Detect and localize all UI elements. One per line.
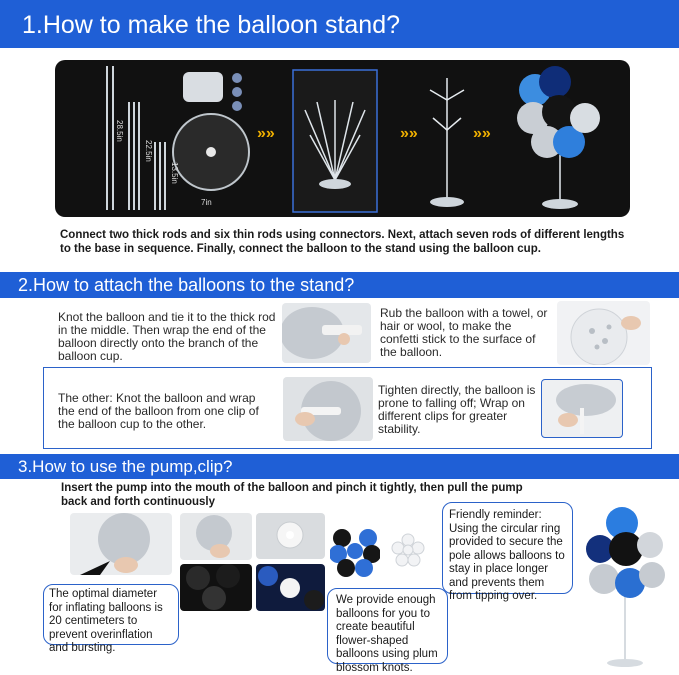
arrow-1: »» (257, 125, 275, 142)
section-2-title: 2.How to attach the balloons to the stand? (18, 275, 355, 295)
finished-balloon-stand (517, 66, 600, 209)
finished-stand-photo (580, 503, 670, 668)
attach-step-confetti-text: Rub the balloon with a towel, or hair or wool, to make the confetti stick to the surface of the balloon. (380, 306, 548, 359)
stand-assembly-illustration (55, 60, 630, 217)
tie-balloon-photo (282, 303, 371, 363)
stand-assembly-panel (55, 60, 630, 217)
section-3-title-banner (0, 454, 679, 479)
flower-clip-photo (256, 564, 325, 611)
black-balloons-photo (180, 564, 252, 611)
balloon-clip-photo (256, 513, 325, 559)
arrow-2: »» (400, 125, 418, 142)
tightened-balloon-photo (541, 379, 623, 438)
connectors-bag (183, 72, 223, 102)
arrow-3: »» (473, 125, 491, 142)
rod-mid-dimension: 22.5in (144, 140, 153, 162)
reminder-note: Friendly reminder: Using the circular ring provided to secure the pole allows balloons to stay in place longer and prevents them from tipping over. (442, 502, 573, 594)
section-2-title-banner (0, 272, 679, 298)
confetti-balloon-photo (557, 301, 650, 365)
rod-long-dimension: 28.5in (115, 120, 124, 142)
flower-clip-icon (390, 532, 426, 568)
balloon-knot-photo (180, 513, 252, 560)
section-1-title-banner (0, 0, 679, 48)
base-dimension: 7in (201, 198, 212, 207)
section-1-title: 1.How to make the balloon stand? (22, 11, 401, 39)
attach-step-clip-text: The other: Knot the balloon and wrap the end of the balloon from one clip of the balloon cup to the other. (58, 391, 259, 431)
section-1-description: Connect two thick rods and six thin rods using connectors. Next, attach seven rods of different lengths to the base in sequence. Finally, connect the balloon to the stand using the balloon cup. (60, 229, 625, 255)
flower-note: We provide enough balloons for you to create beautiful flower-shaped balloons using plum blossom knots. (327, 588, 448, 664)
pump-inflating-photo (70, 513, 172, 575)
attach-step-tighten-text: Tighten directly, the balloon is prone to falling off; Wrap on different clips for greater stability. (378, 383, 536, 436)
pump-instruction: Insert the pump into the mouth of the balloon and pinch it tightly, then pull the pump back and forth continuously (61, 482, 523, 508)
flower-balloon-cluster (330, 524, 380, 578)
attach-step-tie-text: Knot the balloon and tie it to the thick rod in the middle. Then wrap the end of the balloon directly onto the branch of the balloon cup. (58, 310, 276, 363)
section-3-title: 3.How to use the pump,clip? (18, 457, 233, 476)
diameter-note: The optimal diameter for inflating balloons is 20 centimeters to prevent overinflation and bursting. (43, 584, 179, 645)
rod-short-dimension: 13.5in (170, 162, 179, 184)
balloon-cup (232, 73, 242, 83)
wrap-clip-photo (283, 377, 373, 441)
